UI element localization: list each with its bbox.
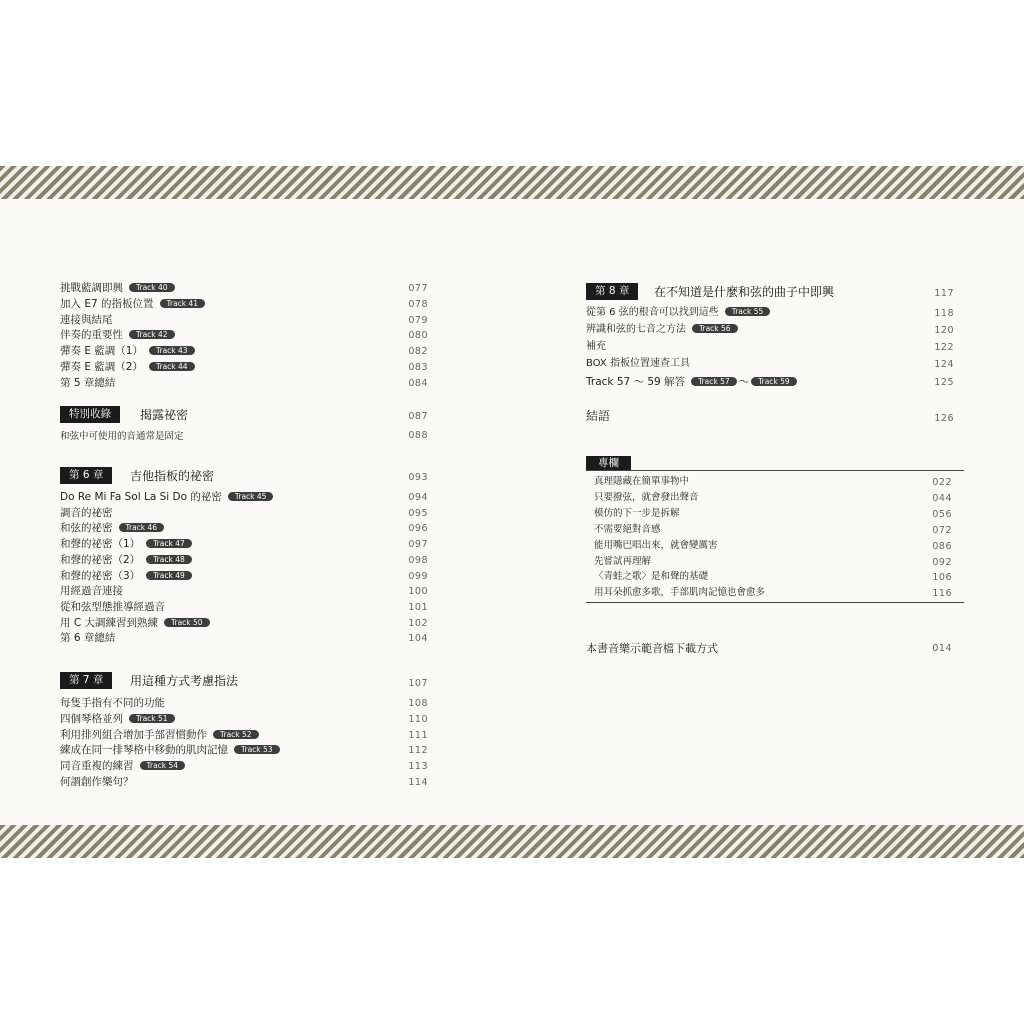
- tilde-separator: ～: [738, 376, 750, 388]
- toc-entry-page: 108: [408, 698, 428, 709]
- toc-entry-title-text: 第 6 章總結: [60, 632, 116, 645]
- track-badge: Track 46: [119, 523, 165, 532]
- toc-entry-page: 101: [408, 601, 428, 613]
- toc-entry-title-text: 第 5 章總結: [60, 376, 116, 389]
- toc-entry-title: [60, 584, 123, 598]
- toc-entry: [60, 743, 428, 759]
- column-rule-top: [586, 470, 964, 471]
- toc-entry-title-text: 加入 E7 的指板位置: [60, 297, 154, 310]
- column-rule-bottom: [586, 602, 964, 603]
- toc-entry: [60, 376, 428, 392]
- track-badge: Track 47: [146, 539, 192, 548]
- toc-entry: [60, 553, 428, 569]
- toc-entry-page: 086: [932, 540, 952, 552]
- toc-entry: [594, 555, 952, 571]
- toc-entry-title: [60, 297, 205, 311]
- toc-entry-page: 079: [408, 314, 428, 326]
- toc-entry-page: 044: [932, 492, 952, 504]
- toc-entry-title: [60, 313, 113, 327]
- chapter-6-page: 093: [408, 472, 428, 483]
- track-badge: Track 48: [146, 555, 192, 564]
- toc-entry-title-text: 連接與結尾: [60, 313, 113, 326]
- answers-title-text: Track 57 ～ 59 解答: [586, 376, 686, 388]
- toc-entry-title-text: 彈奏 E 藍調（1）: [60, 345, 143, 358]
- toc-entry-page: 112: [408, 745, 428, 757]
- toc-entry: [60, 297, 428, 313]
- toc-entry-page: 124: [934, 359, 954, 370]
- answers-page: 125: [934, 377, 954, 388]
- toc-entry: [60, 631, 428, 647]
- toc-entry: [60, 490, 428, 506]
- toc-entry-title-text: 只要撥弦，就會發出聲音: [594, 491, 699, 503]
- toc-entry-page: 100: [408, 586, 428, 598]
- decorative-stripe-bottom: [0, 825, 1024, 858]
- chapter-8-tag: 第 8 章: [586, 283, 638, 300]
- toc-entry-title: [60, 281, 175, 295]
- toc-entry-page: 096: [408, 523, 428, 535]
- toc-entry-title: [60, 537, 192, 551]
- toc-entry-title: [60, 490, 273, 504]
- toc-entry-title-text: 利用排列組合增加手部習慣動作: [60, 728, 207, 741]
- track-badge: Track 45: [228, 492, 274, 501]
- toc-entry-page: 122: [934, 342, 954, 353]
- toc-entry-title-text: 真理隱藏在簡單事物中: [594, 476, 690, 487]
- toc-entry: [60, 584, 428, 600]
- toc-entry-title: [594, 491, 699, 505]
- toc-entry-title: [60, 775, 134, 789]
- toc-entry: [60, 506, 428, 522]
- track-badge: Track 42: [129, 330, 175, 339]
- toc-entry: [60, 775, 428, 791]
- toc-entry-title: [60, 506, 113, 520]
- toc-entry: [60, 616, 428, 632]
- toc-entry-page: 083: [408, 362, 428, 373]
- download-page: 014: [932, 643, 952, 654]
- chapter-7-title: 用這種方式考慮指法: [130, 674, 239, 688]
- toc-entry-title: [594, 555, 651, 569]
- chapter-8-heading: [586, 283, 964, 303]
- toc-entry-title: [60, 616, 210, 630]
- toc-entry: [586, 323, 964, 339]
- toc-entry: [594, 586, 952, 602]
- track-badge: Track 40: [129, 283, 175, 292]
- toc-entry-title-text: 何謂創作樂句？: [60, 776, 134, 788]
- toc-entry-page: 114: [408, 777, 428, 788]
- toc-entry-title-text: 練成在同一排琴格中移動的肌肉記憶: [60, 744, 228, 757]
- toc-entry-title: [594, 570, 708, 584]
- toc-entry-title-text: 從第 6 弦的根音可以找到這些: [586, 307, 719, 318]
- track-badge: Track 51: [129, 714, 175, 723]
- toc-entry: [60, 712, 428, 728]
- toc-entry-page: 097: [408, 539, 428, 551]
- toc-entry: [586, 340, 964, 356]
- toc-entry-title-text: 同音重複的練習: [60, 760, 134, 773]
- toc-entry-title: [60, 376, 115, 390]
- toc-entry-page: 094: [408, 492, 428, 503]
- track-badge: Track 56: [692, 324, 738, 333]
- toc-entry-title: [60, 743, 280, 757]
- toc-entry-title: [60, 344, 195, 358]
- toc-entry-page: 095: [408, 507, 428, 519]
- answers-entry: [586, 375, 964, 391]
- toc-entry-page: 099: [408, 570, 428, 582]
- toc-entry-title: [60, 759, 185, 773]
- toc-entry-title-text: 從和弦型態推導經過音: [60, 600, 165, 613]
- toc-entry-page: 116: [932, 588, 952, 600]
- chapter-6-tag: 第 6 章: [60, 467, 112, 484]
- toc-entry-title: [594, 586, 765, 600]
- toc-entry: [60, 360, 428, 376]
- toc-entry-page: 118: [934, 308, 954, 319]
- toc-entry-title: [594, 507, 680, 521]
- track-badge: Track 54: [140, 761, 186, 770]
- toc-entry-page: 111: [408, 729, 428, 741]
- toc-entry-page: 082: [408, 346, 428, 358]
- special-title: 揭露祕密: [140, 408, 189, 422]
- chapter-7-page: 107: [408, 678, 428, 689]
- toc-entry-title: [586, 340, 606, 354]
- toc-entry: [60, 537, 428, 553]
- track-badge: Track 44: [149, 362, 195, 371]
- toc-entry-title-text: 彈奏 E 藍調（2）: [60, 361, 143, 373]
- toc-entry-page: 113: [408, 761, 428, 773]
- special-sub-page: 088: [408, 430, 428, 441]
- toc-entry-title-text: 能用嘴巴唱出來，就會變厲害: [594, 539, 718, 551]
- track-badge: Track 41: [160, 299, 206, 308]
- toc-entry: [60, 569, 428, 585]
- toc-entry-page: 072: [932, 524, 952, 536]
- toc-entry-page: 098: [408, 554, 428, 566]
- toc-entry-title-text: 每隻手指有不同的功能: [60, 697, 165, 709]
- special-sub-title: 和弦中可使用的音通常是固定: [60, 431, 184, 442]
- toc-entry-title: [594, 475, 689, 489]
- epilogue-entry: [586, 409, 964, 425]
- track-badge: Track 49: [146, 571, 192, 580]
- toc-entry-title-text: 和聲的祕密（1）: [60, 538, 141, 551]
- toc-entry-title: [60, 631, 115, 645]
- toc-entry: [60, 344, 428, 360]
- toc-entry: [586, 306, 964, 322]
- toc-entry-title: [60, 600, 165, 614]
- toc-entry-title: [594, 539, 718, 553]
- epilogue-page: 126: [934, 413, 954, 424]
- chapter-8-page: 117: [934, 288, 954, 299]
- toc-entry-title-text: Do Re Mi Fa Sol La Si Do 的祕密: [60, 491, 222, 503]
- toc-entry-title-text: 不需要絕對音感: [594, 523, 661, 535]
- special-sub-entry: [60, 430, 428, 446]
- toc-entry-title: [60, 328, 175, 342]
- track-badge: Track 57: [691, 377, 737, 386]
- toc-entry-title-text: 伴奏的重要性: [60, 329, 123, 342]
- toc-entry: [60, 728, 428, 744]
- chapter-7-heading: [60, 672, 428, 692]
- toc-entry-title-text: 挑戰藍調即興: [60, 282, 123, 294]
- chapter-7-tag: 第 7 章: [60, 672, 112, 689]
- toc-page: [0, 199, 1024, 825]
- toc-entry-title: [586, 323, 738, 337]
- toc-entry: [60, 759, 428, 775]
- track-badge: Track 43: [149, 346, 195, 355]
- toc-entry: [594, 523, 952, 539]
- toc-entry-title: [60, 569, 192, 583]
- toc-entry-title: [60, 728, 259, 742]
- toc-entry: [594, 475, 952, 491]
- toc-entry: [594, 539, 952, 555]
- column-tag: 專欄: [586, 456, 631, 471]
- toc-entry: [594, 491, 952, 507]
- download-entry: [586, 642, 964, 658]
- toc-entry-page: 104: [408, 633, 428, 645]
- toc-entry-page: 056: [932, 508, 952, 520]
- toc-entry-page: 120: [934, 325, 954, 336]
- toc-entry-title: [60, 360, 195, 374]
- toc-entry-title: [60, 696, 165, 710]
- toc-entry: [60, 521, 428, 537]
- toc-entry: [586, 357, 964, 373]
- toc-entry-title-text: 調音的祕密: [60, 506, 113, 519]
- toc-entry: [60, 696, 428, 712]
- toc-entry-page: 080: [408, 330, 428, 342]
- toc-entry-title: [586, 357, 690, 371]
- toc-entry: [594, 570, 952, 586]
- toc-entry-page: 110: [408, 713, 428, 725]
- toc-entry: [60, 328, 428, 344]
- toc-entry-title-text: 四個琴格並列: [60, 712, 123, 725]
- chapter-6-title: 吉他指板的祕密: [130, 469, 215, 483]
- answers-title: [586, 375, 797, 389]
- special-tag: 特別收錄: [60, 406, 120, 423]
- toc-entry-title-text: BOX 指板位置速查工具: [586, 358, 690, 369]
- toc-entry-title-text: 辨識和弦的七音之方法: [586, 324, 686, 335]
- toc-entry-page: 084: [408, 377, 428, 389]
- track-badge: Track 50: [164, 618, 210, 627]
- toc-entry-title-text: 模仿的下一步是拆解: [594, 507, 680, 519]
- toc-entry: [60, 313, 428, 329]
- toc-entry-title-text: 和聲的祕密（2）: [60, 553, 141, 566]
- toc-entry-title-text: 〈青蛙之歌〉是和聲的基礎: [594, 571, 709, 583]
- download-title: 本書音樂示範音檔下載方式: [586, 642, 718, 655]
- track-badge: Track 53: [234, 745, 280, 754]
- toc-entry: [594, 507, 952, 523]
- epilogue-title: 結語: [586, 409, 611, 423]
- toc-entry-title: [586, 306, 770, 320]
- toc-entry-title: [60, 712, 175, 726]
- track-badge: Track 59: [751, 377, 797, 386]
- toc-entry-title: [60, 553, 192, 567]
- chapter-8-title: 在不知道是什麼和弦的曲子中即興: [654, 285, 835, 299]
- toc-entry-title: [594, 523, 661, 537]
- toc-entry-title-text: 用 C 大調練習到熟練: [60, 616, 159, 629]
- toc-entry: [60, 281, 428, 297]
- toc-entry-page: 106: [932, 572, 952, 584]
- toc-entry-page: 078: [408, 298, 428, 310]
- toc-entry-page: 077: [408, 283, 428, 294]
- toc-entry-title-text: 先嘗試再理解: [594, 555, 652, 567]
- toc-entry-title-text: 用耳朵抓愈多歌，手部肌肉記憶也會愈多: [594, 587, 766, 599]
- special-section-heading: [60, 406, 428, 426]
- toc-entry-title-text: 和弦的祕密: [60, 522, 113, 535]
- toc-entry-title-text: 補充: [586, 341, 606, 352]
- chapter-6-heading: [60, 467, 428, 487]
- toc-entry: [60, 600, 428, 616]
- track-badge: Track 55: [725, 307, 771, 316]
- toc-entry-title: [60, 521, 164, 535]
- track-badge: Track 52: [213, 730, 259, 739]
- toc-entry-title-text: 用經過音連接: [60, 585, 123, 598]
- toc-entry-title-text: 和聲的祕密（3）: [60, 569, 141, 582]
- toc-entry-page: 092: [932, 556, 952, 568]
- toc-entry-page: 022: [932, 477, 952, 488]
- decorative-stripe-top: [0, 166, 1024, 199]
- toc-entry-page: 102: [408, 617, 428, 629]
- special-page: 087: [408, 411, 428, 422]
